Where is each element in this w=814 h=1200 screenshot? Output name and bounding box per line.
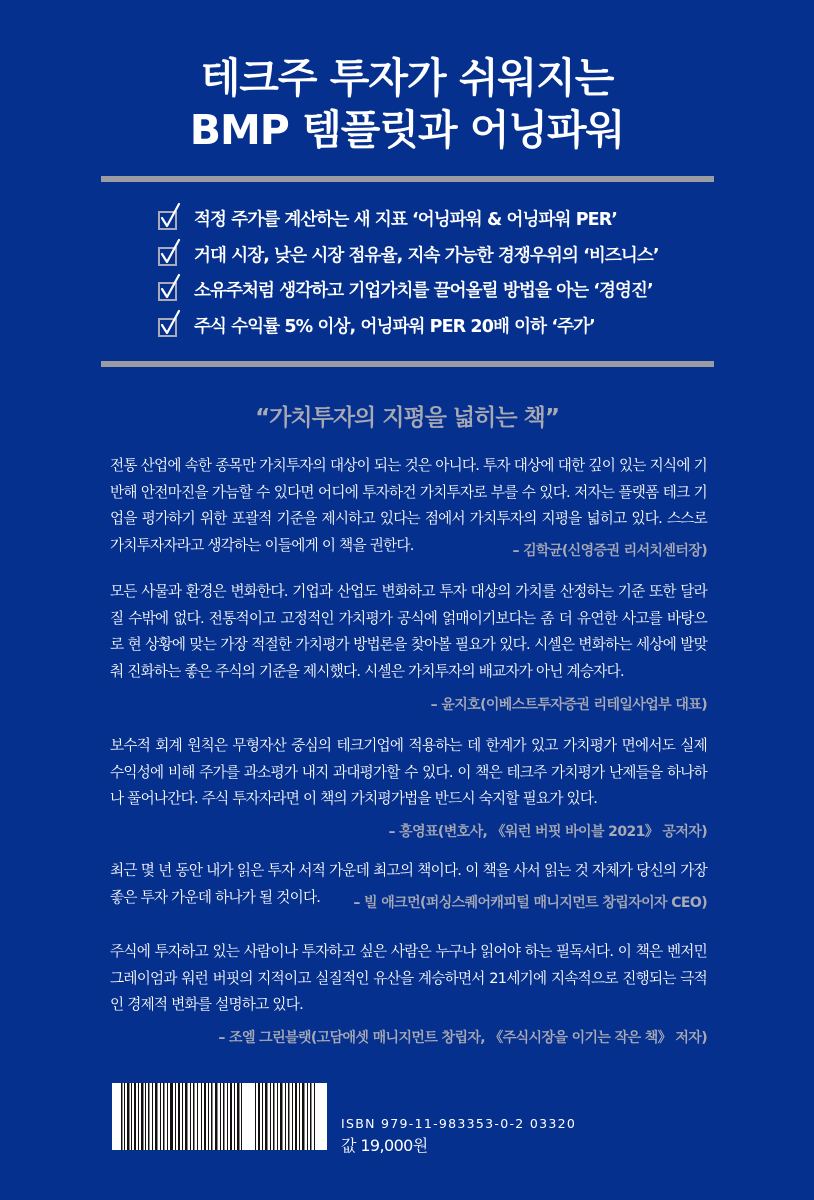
feature-checklist [158, 201, 718, 343]
review-attribution: – 윤지호(이베스트투자증권 리테일사업부 대표) [430, 696, 707, 713]
checklist-text: 소유주처럼 생각하고 기업가치를 끌어올릴 방법을 아는 ‘경영진’ [194, 281, 653, 302]
book-price: 값 19,000원 [341, 1136, 428, 1155]
review-attribution: – 김학균(신영증권 리서치센터장) [512, 543, 707, 560]
barcode-bars [112, 1083, 327, 1150]
checkbox-checked-icon [158, 211, 177, 230]
checklist-text: 적정 주가를 계산하는 새 지표 ‘어닝파워 & 어닝파워 PER’ [194, 210, 618, 231]
checklist-item [158, 272, 718, 308]
review-text: 주식에 투자하고 있는 사람이나 투자하고 싶은 사람은 누구나 읽어야 하는 필독서다. 이 책은 벤저민 그레이엄과 워런 버핏의 지적이고 실질적인 유산을 계승하면서 21세기에 지속적으로 진행되는 극적인 경제적 변화를 설명하고 있다. [110, 943, 707, 1014]
separator-top [101, 176, 714, 182]
checklist-item [158, 237, 718, 273]
review-block [110, 939, 707, 1052]
checklist-item [158, 201, 718, 237]
review-attribution: – 홍영표(변호사, 《워런 버핏 바이블 2021》 공저자) [388, 824, 707, 841]
checkbox-checked-icon [158, 318, 177, 337]
isbn-number: ISBN 979-11-983353-0-2 03320 [341, 1116, 577, 1131]
review-text: 최근 몇 년 동안 내가 읽은 투자 서적 가운데 최고의 책이다. 이 책을 사서 읽는 것 자체가 당신의 가장 좋은 투자 가운데 하나가 될 것이다. [110, 862, 707, 906]
review-attribution: – 조엘 그린블랫(고담애셋 매니지먼트 창립자, 《주식시장을 이기는 작은 책》 저자) [218, 1030, 707, 1047]
review-block [110, 579, 707, 719]
barcode-icon [112, 1083, 327, 1150]
quote-heading: “가치투자의 지평을 넓히는 책” [255, 405, 559, 431]
review-block [110, 453, 707, 565]
checklist-item [158, 308, 718, 344]
checklist-text: 거대 시장, 낮은 시장 점유율, 지속 가능한 경쟁우위의 ‘비즈니스’ [194, 245, 659, 266]
book-headline [0, 52, 814, 156]
headline-line-1: 테크주 투자가 쉬워지는 [200, 54, 614, 102]
headline-line-2: BMP 템플릿과 어닝파워 [189, 106, 625, 154]
checklist-text: 주식 수익률 5% 이상, 어닝파워 PER 20배 이하 ‘주가’ [194, 316, 595, 337]
checkbox-checked-icon [158, 247, 177, 266]
separator-bottom [101, 361, 714, 367]
review-text: 보수적 회계 원칙은 무형자산 중심의 테크기업에 적용하는 데 한계가 있고 가치평가 면에서도 실제 수익성에 비해 주가를 과소평가 내지 과대평가할 수 있다. 이 책은 테크주 가치평가 난제들을 하나하나 풀어나간다. 주식 투자자라면 이 책의 가치평가법을 반드시 숙지할 필요가 있다. [110, 737, 707, 808]
checkbox-checked-icon [158, 282, 177, 301]
review-attribution: – 빌 애크먼(퍼싱스퀘어캐피털 매니지먼트 창립자이자 CEO) [353, 894, 707, 911]
review-text: 모든 사물과 환경은 변화한다. 기업과 산업도 변화하고 투자 대상의 가치를 산정하는 기준 또한 달라질 수밖에 없다. 전통적이고 고정적인 가치평가 공식에 얽매이기보다는 좀 더 유연한 사고를 바탕으로 현 상황에 맞는 가장 적절한 가치평가 방법론을 찾아볼 필요가 있다. 시셀은 변화하는 세상에 발맞춰 진화하는 좋은 주식의 기준을 제시했다. 시셀은 가치투자의 배교자가 아닌 계승자다. [110, 583, 707, 681]
review-block [110, 858, 707, 916]
review-block [110, 733, 707, 846]
review-text: 전통 산업에 속한 종목만 가치투자의 대상이 되는 것은 아니다. 투자 대상에 대한 깊이 있는 지식에 기반해 안전마진을 가늠할 수 있다면 어디에 투자하건 가치투자로 부를 수 있다. 저자는 플랫폼 테크 기업을 평가하기 위한 포괄적 기준을 제시하고 있다는 점에서 가치투자의 지평을 넓히고 있다. 스스로 가치투자자라고 생각하는 이들에게 이 책을 권한다. [110, 457, 707, 555]
